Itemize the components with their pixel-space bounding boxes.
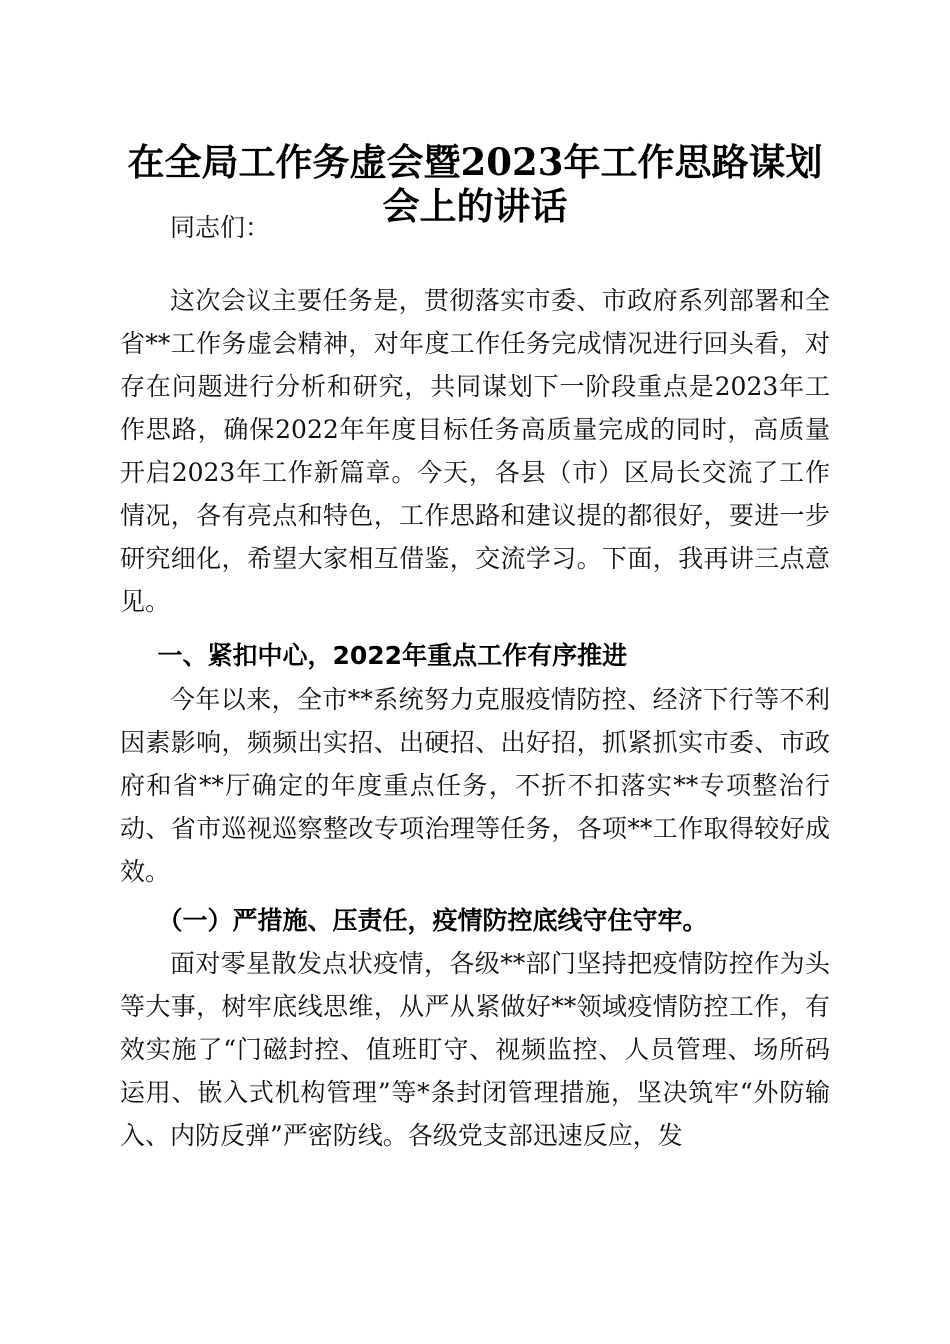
document-title: 在全局工作务虚会暨2023年工作思路谋划会上的讲话: [127, 140, 823, 228]
paragraph-subsection-1-1: 面对零星散发点状疫情，各级**部门坚持把疫情防控作为头等大事，树牢底线思维，从严从紧做好**领域疫情防控工作，有效实施了“门磁封控、值班盯守、视频监控、人员管理、场所码运用、嵌入式机构管理”等*条封闭管理措施，坚决筑牢“外防输入、内防反弹”严密防线。各级党支部迅速反应，发: [120, 949, 830, 1150]
paragraph-section-1: 今年以来，全市**系统努力克服疫情防控、经济下行等不利因素影响，频频出实招、出硬招、出好招，抓紧抓实市委、市政府和省**厅确定的年度重点任务，不折不扣落实**专项整治行动、省市巡视巡察整改专项治理等任务，各项**工作取得较好成效。: [120, 685, 830, 886]
paragraph-intro: 这次会议主要任务是，贯彻落实市委、市政府系列部署和全省**工作务虚会精神，对年度工作任务完成情况进行回头看，对存在问题进行分析和研究，共同谋划下一阶段重点是2023年工作思路，确保2022年年度目标任务高质量完成的同时，高质量开启2023年工作新篇章。今天，各县（市）区局长交流了工作情况，各有亮点和特色，工作思路和建议提的都很好，要进一步研究细化，希望大家相互借鉴，交流学习。下面，我再讲三点意见。: [120, 286, 830, 616]
salutation: 同志们：: [170, 213, 271, 242]
section-heading-1: 一、紧扣中心，2022年重点工作有序推进: [157, 641, 628, 670]
subsection-heading-1-1: （一）严措施、压责任，疫情防控底线守住守牢。: [157, 906, 708, 935]
